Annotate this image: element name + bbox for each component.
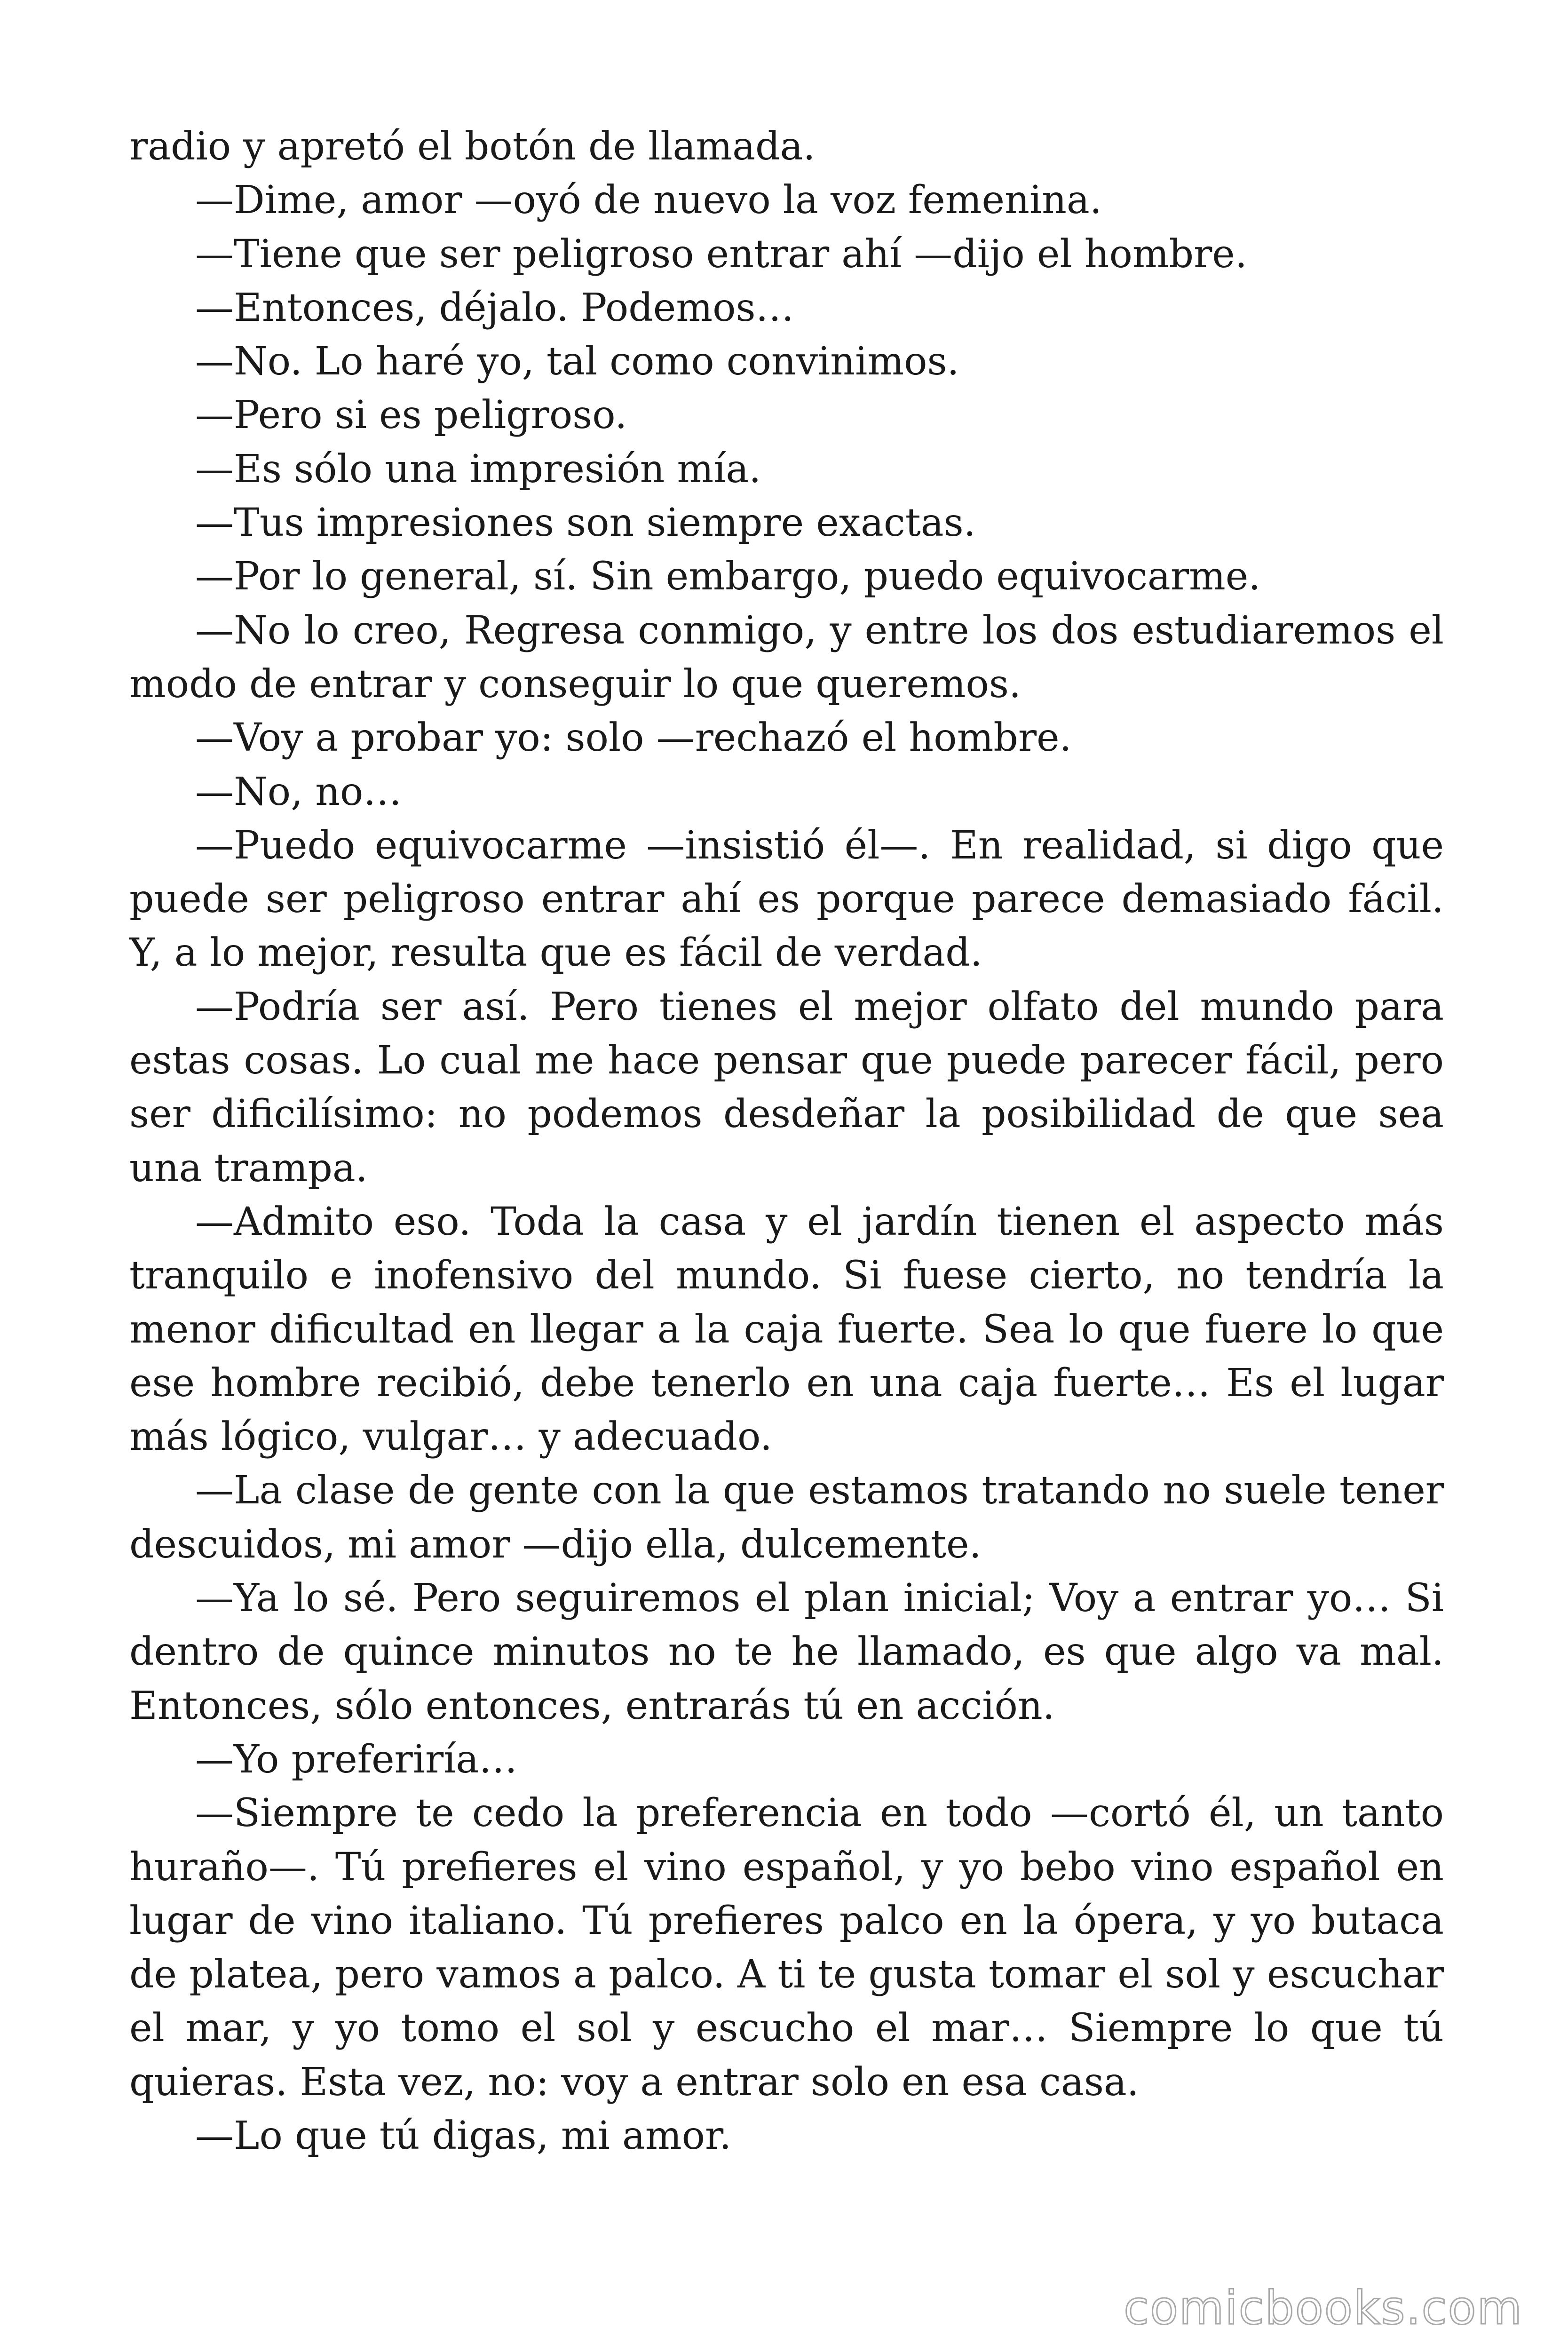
paragraph: —Siempre te cedo la preferencia en todo —cortó él, un tanto huraño—. Tú prefieres el vino español, y yo bebo vino español en lugar de vino italiano. Tú prefieres palco en la ópera, y yo butaca de platea, pero vamos a palco. A ti te gusta tomar el sol y escuchar el mar, y yo tomo el sol y escucho el mar… Siempre lo que tú quieras. Esta vez, no: voy a entrar solo en esa casa. xyxy=(129,1791,1444,2105)
paragraph: —Puedo equivocarme —insistió él—. En realidad, si digo que puede ser peligroso entrar ahí es porque parece demasiado fácil. Y, a lo mejor, resulta que es fácil de verdad. xyxy=(129,823,1444,976)
paragraph: —Tiene que ser peligroso entrar ahí —dijo el hombre. xyxy=(195,231,1247,277)
paragraph: —Entonces, déjalo. Podemos… xyxy=(195,285,794,330)
paragraph: —No lo creo, Regresa conmigo, y entre los dos estudiaremos el modo de entrar y conseguir lo que queremos. xyxy=(129,608,1444,707)
paragraph: —Lo que tú digas, mi amor. xyxy=(195,2113,732,2158)
paragraph: —Pero si es peligroso. xyxy=(195,393,627,438)
paragraph: —No. Lo haré yo, tal como convinimos. xyxy=(195,339,959,384)
paragraph: —Voy a probar yo: solo —rechazó el hombre. xyxy=(195,715,1072,761)
paragraph: radio y apretó el botón de llamada. xyxy=(129,124,816,169)
paragraph: —Por lo general, sí. Sin embargo, puedo equivocarme. xyxy=(195,554,1261,599)
paragraph: —Es sólo una impresión mía. xyxy=(195,446,761,492)
watermark: comicbooks.com xyxy=(1124,2281,1523,2335)
paragraph: —La clase de gente con la que estamos tratando no suele tener descuidos, mi amor —dijo ella, dulcemente. xyxy=(129,1468,1444,1567)
paragraph: —Podría ser así. Pero tienes el mejor olfato del mundo para estas cosas. Lo cual me hace pensar que puede parecer fácil, pero ser dificilísimo: no podemos desdeñar la posibilidad de que sea una trampa. xyxy=(129,984,1444,1191)
paragraph: —No, no… xyxy=(195,769,402,814)
body-text xyxy=(129,120,1444,2163)
paragraph: —Tus impresiones son siempre exactas. xyxy=(195,501,976,546)
paragraph: —Yo preferiría… xyxy=(195,1737,518,1782)
paragraph: —Ya lo sé. Pero seguiremos el plan inicial; Voy a entrar yo… Si dentro de quince minutos no te he llamado, es que algo va mal. Entonces, sólo entonces, entrarás tú en acción. xyxy=(129,1576,1444,1728)
paragraph: —Admito eso. Toda la casa y el jardín tienen el aspecto más tranquilo e inofensivo del mundo. Si fuese cierto, no tendría la menor dificultad en llegar a la caja fuerte. Sea lo que fuere lo que ese hombre recibió, debe tenerlo en una caja fuerte… Es el lugar más lógico, vulgar… y adecuado. xyxy=(129,1199,1444,1460)
paragraph: —Dime, amor —oyó de nuevo la voz femenina. xyxy=(195,178,1102,223)
